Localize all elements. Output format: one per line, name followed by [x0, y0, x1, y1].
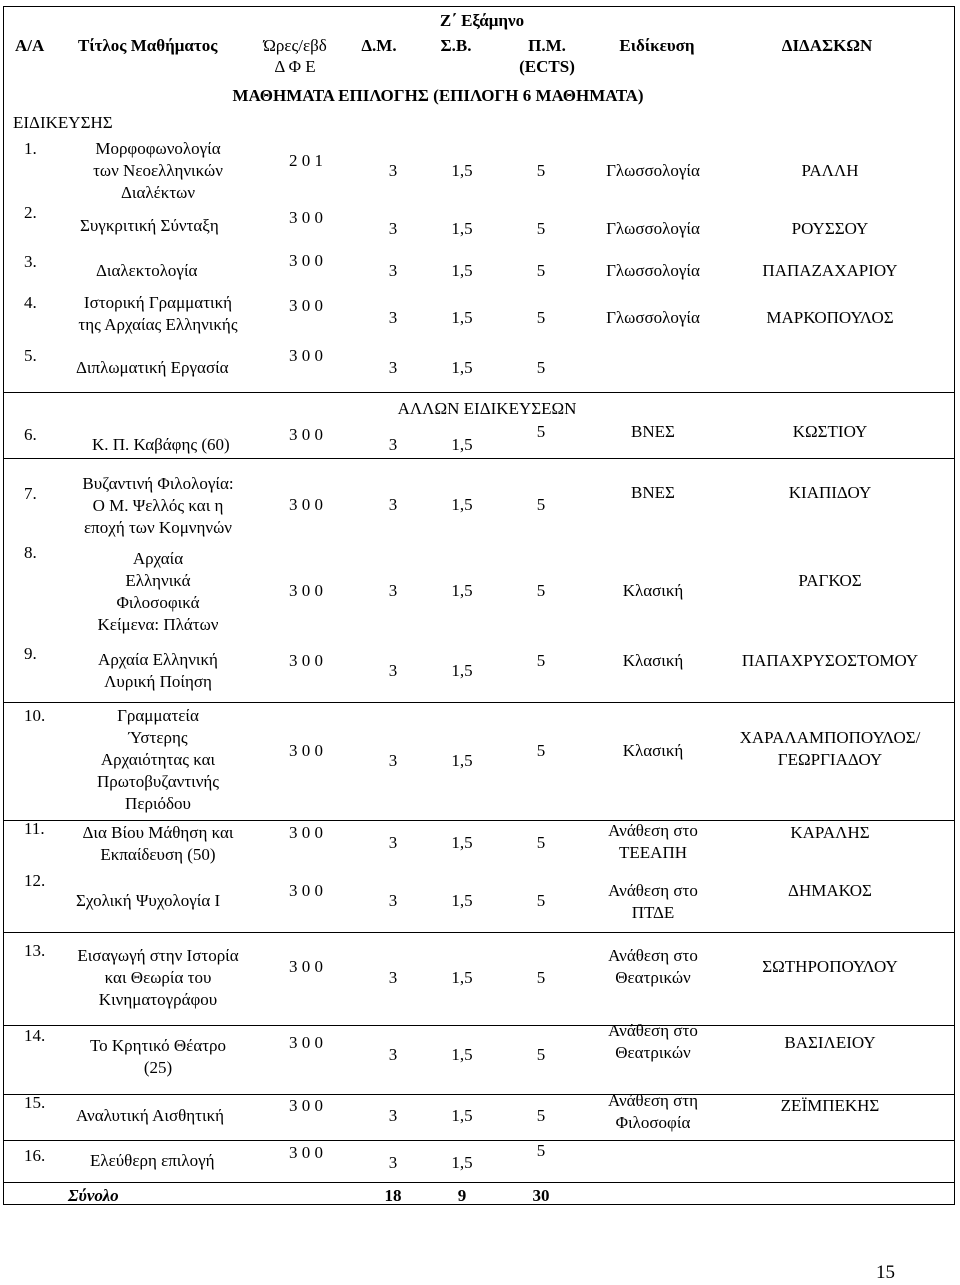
course-title: Το Κρητικό Θέατρο	[89, 1036, 227, 1055]
specialization-value: Ανάθεση στο	[608, 1021, 698, 1040]
hours-value: 3 0 0	[289, 881, 323, 900]
sv-value: 1,5	[451, 219, 473, 238]
specialization-value: Θεατρικών	[615, 968, 691, 987]
row-number: 5.	[24, 346, 37, 365]
row-number: 15.	[24, 1093, 46, 1112]
specialization-value: Ανάθεση στο	[608, 821, 698, 840]
column-header-aa: Α/Α	[15, 36, 45, 55]
column-header-dm: Δ.Μ.	[361, 36, 397, 55]
ects-value: 5	[536, 308, 546, 327]
specialization-value: Γλωσσολογία	[606, 219, 700, 238]
specialization-value: Γλωσσολογία	[606, 261, 700, 280]
teacher-name: ΒΑΣΙΛΕΙΟΥ	[784, 1033, 876, 1052]
dm-value: 3	[388, 1045, 398, 1064]
row-number: 14.	[24, 1026, 46, 1045]
course-title: Βυζαντινή Φιλολογία:	[82, 474, 234, 493]
row-divider	[3, 1140, 955, 1141]
hours-value: 3 0 0	[289, 1033, 323, 1052]
teacher-name: ΜΑΡΚΟΠΟΥΛΟΣ	[766, 308, 894, 327]
ects-value: 5	[536, 422, 546, 441]
hours-value: 3 0 0	[289, 1096, 323, 1115]
course-title: Σχολική Ψυχολογία Ι	[76, 891, 221, 910]
sv-value: 1,5	[451, 358, 473, 377]
row-divider	[3, 702, 955, 703]
course-title: Αρχαία	[132, 549, 184, 568]
sv-value: 1,5	[451, 1106, 473, 1125]
dm-value: 3	[388, 219, 398, 238]
course-title: Ιστορική Γραμματική	[83, 293, 233, 312]
ects-value: 5	[536, 1045, 546, 1064]
ects-value: 5	[536, 495, 546, 514]
dm-value: 3	[388, 261, 398, 280]
row-number: 9.	[24, 644, 37, 663]
dm-value: 3	[388, 358, 398, 377]
teacher-name: ΡΟΥΣΣΟΥ	[791, 219, 869, 238]
teacher-name: ΧΑΡΑΛΑΜΠΟΠΟΥΛΟΣ/	[739, 728, 921, 747]
sv-value: 1,5	[451, 833, 473, 852]
total-dm: 18	[384, 1186, 402, 1205]
specialization-value: Κλασική	[622, 581, 684, 600]
row-number: 16.	[24, 1146, 46, 1165]
course-title: Αρχαιότητας και	[100, 750, 216, 769]
course-title: Κ. Π. Καβάφης (60)	[92, 435, 230, 454]
row-divider	[3, 392, 955, 393]
sv-value: 1,5	[451, 751, 473, 770]
row-number: 3.	[24, 252, 37, 271]
column-header-sv: Σ.Β.	[440, 36, 472, 55]
specialization-value: ΤΕΕΑΠΗ	[619, 843, 687, 862]
column-header-teacher: ΔΙΔΑΣΚΩΝ	[781, 36, 873, 55]
course-title: Διαλεκτολογία	[96, 261, 198, 280]
row-number: 7.	[24, 484, 37, 503]
specialization-value: Ανάθεση στο	[608, 946, 698, 965]
hours-value: 3 0 0	[289, 1143, 323, 1162]
course-title: Διπλωματική Εργασία	[76, 358, 229, 377]
course-title: Εκπαίδευση (50)	[100, 845, 216, 864]
hours-value: 3 0 0	[289, 651, 323, 670]
hours-value: 3 0 0	[289, 346, 323, 365]
teacher-name: ΠΑΠΑΧΡΥΣΟΣΤΟΜΟΥ	[741, 651, 919, 670]
row-divider	[3, 820, 955, 821]
course-title: Περιόδου	[125, 794, 191, 813]
total-sv: 9	[457, 1186, 467, 1205]
specialization-value: ΠΤΔΕ	[631, 903, 675, 922]
course-title: Φιλοσοφικά	[116, 593, 200, 612]
ects-value: 5	[536, 891, 546, 910]
row-divider	[3, 1025, 955, 1026]
ects-value: 5	[536, 581, 546, 600]
column-header-specialization: Ειδίκευση	[619, 36, 695, 55]
course-title: Αναλυτική Αισθητική	[76, 1106, 225, 1125]
teacher-name: ΖΕΪΜΠΕΚΗΣ	[780, 1096, 880, 1115]
column-header-hours: Ώρες/εβδ	[263, 36, 327, 55]
row-number: 8.	[24, 543, 37, 562]
dm-value: 3	[388, 161, 398, 180]
course-title: Ύστερης	[128, 728, 188, 747]
row-number: 12.	[24, 871, 46, 890]
hours-value: 3 0 0	[289, 296, 323, 315]
course-title: και Θεωρία του	[104, 968, 212, 987]
row-divider	[3, 1182, 955, 1183]
ects-value: 5	[536, 651, 546, 670]
ects-value: 5	[536, 1141, 546, 1160]
course-title: Εισαγωγή στην Ιστορία	[77, 946, 239, 965]
specialization-value: Κλασική	[622, 651, 684, 670]
course-title: Μορφοφωνολογία	[95, 139, 221, 158]
row-divider	[3, 932, 955, 933]
dm-value: 3	[388, 495, 398, 514]
section-elective: ΜΑΘΗΜΑΤΑ ΕΠΙΛΟΓΗΣ (ΕΠΙΛΟΓΗ 6 ΜΑΘΗΜΑΤΑ)	[232, 86, 644, 105]
dm-value: 3	[388, 308, 398, 327]
ects-value: 5	[536, 261, 546, 280]
teacher-name: ΡΑΓΚΟΣ	[798, 571, 862, 590]
specialization-value: Ανάθεση στη	[607, 1091, 699, 1110]
course-title: της Αρχαίας Ελληνικής	[78, 315, 238, 334]
dm-value: 3	[388, 968, 398, 987]
column-divider	[3, 6, 4, 1205]
row-number: 6.	[24, 425, 37, 444]
ects-value: 5	[536, 219, 546, 238]
specialization-value: ΒΝΕΣ	[631, 422, 675, 441]
dm-value: 3	[388, 1106, 398, 1125]
specialization-value: Ανάθεση στο	[608, 881, 698, 900]
specialization-value: Κλασική	[622, 741, 684, 760]
course-title: Διαλέκτων	[120, 183, 196, 202]
course-title: Ελληνικά	[125, 571, 191, 590]
course-title: Δια Βίου Μάθηση και	[82, 823, 234, 842]
row-number: 4.	[24, 293, 37, 312]
course-title: (25)	[143, 1058, 173, 1077]
dm-value: 3	[388, 581, 398, 600]
sv-value: 1,5	[451, 495, 473, 514]
dm-value: 3	[388, 661, 398, 680]
sv-value: 1,5	[451, 661, 473, 680]
hours-value: 3 0 0	[289, 208, 323, 227]
course-title: Λυρική Ποίηση	[104, 672, 212, 691]
ects-value: 5	[536, 968, 546, 987]
section-other-specializations: ΑΛΛΩΝ ΕΙΔΙΚΕΥΣΕΩΝ	[397, 399, 577, 418]
course-title: Αρχαία Ελληνική	[98, 650, 218, 669]
hours-value: 2 0 1	[289, 151, 323, 170]
total-pm: 30	[532, 1186, 550, 1205]
course-title: των Νεοελληνικών	[93, 161, 223, 180]
hours-value: 3 0 0	[289, 957, 323, 976]
course-title: Ο Μ. Ψελλός και η	[92, 496, 224, 515]
hours-value: 3 0 0	[289, 581, 323, 600]
dm-value: 3	[388, 833, 398, 852]
sv-value: 1,5	[451, 891, 473, 910]
dm-value: 3	[388, 435, 398, 454]
dm-value: 3	[388, 891, 398, 910]
specialization-value: ΒΝΕΣ	[631, 483, 675, 502]
hours-value: 3 0 0	[289, 425, 323, 444]
teacher-name: ΓΕΩΡΓΙΑΔΟΥ	[777, 750, 883, 769]
sv-value: 1,5	[451, 968, 473, 987]
page-number: 15	[876, 1262, 895, 1283]
hours-value: 3 0 0	[289, 823, 323, 842]
row-number: 2.	[24, 203, 37, 222]
sv-value: 1,5	[451, 1153, 473, 1172]
sv-value: 1,5	[451, 261, 473, 280]
sv-value: 1,5	[451, 1045, 473, 1064]
teacher-name: ΣΩΤΗΡΟΠΟΥΛΟΥ	[762, 957, 898, 976]
course-title: εποχή των Κομνηνών	[84, 518, 232, 537]
sv-value: 1,5	[451, 435, 473, 454]
course-title: Γραμματεία	[117, 706, 199, 725]
course-title: Ελεύθερη επιλογή	[90, 1151, 215, 1170]
dm-value: 3	[388, 751, 398, 770]
hours-value: 3 0 0	[289, 495, 323, 514]
course-title: Κινηματογράφου	[98, 990, 218, 1009]
course-title: Πρωτοβυζαντινής	[96, 772, 220, 791]
sv-value: 1,5	[451, 161, 473, 180]
ects-value: 5	[536, 833, 546, 852]
course-title: Συγκριτική Σύνταξη	[80, 216, 219, 235]
course-title: Κείμενα: Πλάτων	[97, 615, 219, 634]
column-header-pm: Π.Μ.	[528, 36, 566, 55]
row-divider	[3, 458, 955, 459]
row-number: 10.	[24, 706, 46, 725]
semester-title: Ζ΄ Εξάμηνο	[439, 11, 525, 30]
ects-value: 5	[536, 161, 546, 180]
row-number: 13.	[24, 941, 46, 960]
hours-value: 3 0 0	[289, 251, 323, 270]
section-specialization: ΕΙΔΙΚΕΥΣΗΣ	[13, 113, 113, 132]
specialization-value: Φιλοσοφία	[615, 1113, 691, 1132]
teacher-name: ΡΑΛΛΗ	[801, 161, 859, 180]
column-header-hours-sub: Δ Φ Ε	[274, 57, 316, 76]
specialization-value: Θεατρικών	[615, 1043, 691, 1062]
teacher-name: ΠΑΠΑΖΑΧΑΡΙΟΥ	[762, 261, 898, 280]
ects-value: 5	[536, 741, 546, 760]
row-number: 1.	[24, 139, 37, 158]
specialization-value: Γλωσσολογία	[606, 161, 700, 180]
column-header-title: Τίτλος Μαθήματος	[78, 36, 218, 55]
teacher-name: ΚΙΑΠΙΔΟΥ	[788, 483, 872, 502]
teacher-name: ΚΩΣΤΙΟΥ	[792, 422, 868, 441]
ects-value: 5	[536, 358, 546, 377]
hours-value: 3 0 0	[289, 741, 323, 760]
total-label: Σύνολο	[68, 1186, 119, 1205]
sv-value: 1,5	[451, 308, 473, 327]
column-divider	[954, 6, 955, 1205]
ects-value: 5	[536, 1106, 546, 1125]
specialization-value: Γλωσσολογία	[606, 308, 700, 327]
dm-value: 3	[388, 1153, 398, 1172]
column-header-ects: (ECTS)	[519, 57, 575, 76]
sv-value: 1,5	[451, 581, 473, 600]
row-number: 11.	[24, 819, 45, 838]
teacher-name: ΔΗΜΑΚΟΣ	[788, 881, 872, 900]
teacher-name: ΚΑΡΑΛΗΣ	[790, 823, 870, 842]
